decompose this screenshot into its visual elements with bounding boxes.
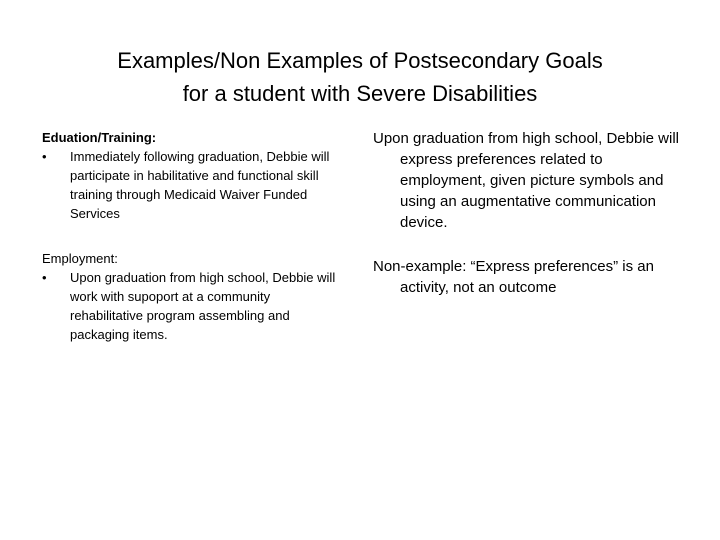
employment-heading: Employment:	[42, 251, 118, 266]
non-example-paragraph: Non-example: “Express preferences” is an activity, not an outcome	[373, 258, 654, 296]
right-column	[373, 128, 691, 298]
bullet-icon: •	[42, 149, 47, 164]
employment-section	[42, 249, 342, 344]
employment-text: Upon graduation from high school, Debbie will work with supoport at a community rehabilitative program assembling and packaging items.	[70, 270, 336, 342]
bullet-icon: •	[42, 270, 47, 285]
education-training-text: Immediately following graduation, Debbie will participate in habilitative and functional skill training through Medicaid Waiver Funded Services	[70, 149, 330, 221]
left-column	[42, 128, 342, 344]
title-line-2: for a student with Severe Disabilities	[182, 81, 538, 106]
employment-bullet	[42, 268, 342, 344]
education-training-section	[42, 128, 342, 223]
example-goal-paragraph: Upon graduation from high school, Debbie will express preferences related to employment, given picture symbols and using an augmentative communication device.	[373, 130, 680, 231]
slide-title	[0, 44, 720, 110]
title-line-1: Examples/Non Examples of Postsecondary Goals	[117, 48, 603, 73]
education-training-bullet	[42, 147, 342, 223]
education-training-heading: Eduation/Training:	[42, 130, 157, 145]
